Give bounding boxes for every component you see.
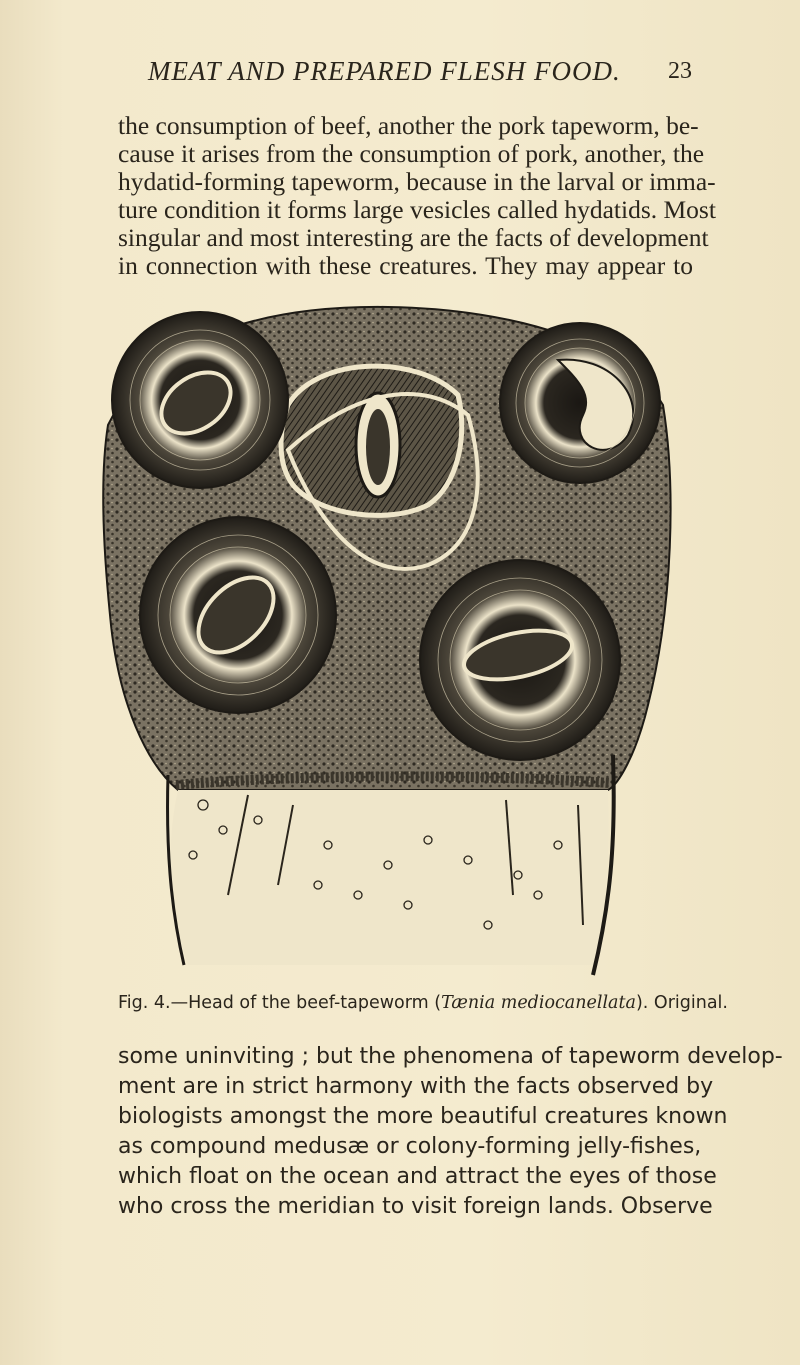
text-line: who cross the meridian to visit foreign lands. Observe [118,1194,713,1219]
tapeworm-head-illustration [88,285,680,985]
text-line: biologists amongst the more beautiful creatures known [118,1104,728,1129]
caption-species: Tænia mediocanellata [441,993,636,1013]
caption-suffix: ). Original. [635,993,728,1013]
bottom-paragraph [118,1042,783,1222]
text-line: the consumption of beef, another the pork tapeworm, be- [118,111,699,140]
figure-caption [118,993,728,1013]
page-header [0,52,800,92]
running-head: MEAT AND PREPARED FLESH FOOD. [148,56,621,86]
text-line: which float on the ocean and attract the eyes of those [118,1164,717,1189]
text-line: as compound medusæ or colony-forming jelly-fishes, [118,1134,702,1159]
text-line: some uninviting ; but the phenomena of tapeworm develop- [118,1044,783,1069]
text-line: hydatid-forming tapeworm, because in the larval or imma- [118,167,716,196]
text-line: singular and most interesting are the facts of development [118,223,709,252]
top-paragraph [118,111,716,280]
text-line: in connection with these creatures. They may appear to [118,251,693,280]
text-line: ture condition it forms large vesicles called hydatids. Most [118,195,716,224]
text-line: ment are in strict harmony with the facts observed by [118,1074,714,1099]
text-line: cause it arises from the consumption of pork, another, the [118,139,705,168]
page-number: 23 [668,58,692,84]
caption-prefix: Fig. 4.—Head of the beef-tapeworm ( [118,993,442,1013]
